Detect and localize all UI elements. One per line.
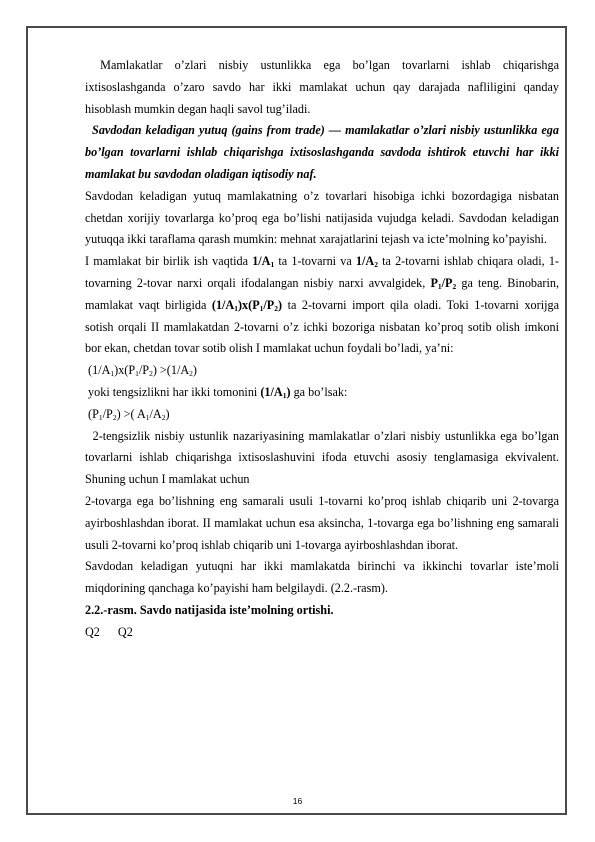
figure-caption: 2.2.-rasm. Savdo natijasida iste’molning ortishi. bbox=[85, 602, 334, 617]
paragraph-5: yoki tengsizlikni har ikki tomonini $(1/A_1)$ ga bo’lsak: bbox=[88, 384, 348, 400]
paragraph-4: I mamlakat bir birlik ish vaqtida $1/A_1$ ta 1-tovarni va $1/A_2$ ta 2-tovarni ishlab chiqara oladi, 1-tovarning 2-tovar narxi orqali ifodalangan nisbiy narxi avvalgidek, $P_1/P_2$ ga teng. Binobarin, mamlakat vaqt birligida $(1/A_1)x(P_1/P_2)$ ta 2-tovarni import qila oladi. Toki 1-tovarni xorijga sotish orqali II mamlakatdan 2-tovarni o’z ichki bozoriga nisbatan ko’proq sotib olish imkoni bor ekan, chetdan tovar sotib olish I mamlakat uchun foydali bo’ladi, ya’ni: bbox=[85, 254, 559, 356]
axis-label-left: Q2 bbox=[85, 624, 100, 639]
paragraph-6: 2-tengsizlik nisbiy ustunlik nazariyasining mamlakatlar o’zlari nisbiy ustunlikka ega bo’lgan tovarlarni ishlab chiqarishga ixtisoslashuvini ifoda etuvchi asosiy tenglamasiga ekvivalent. Shuning uchun I mamlakat uchun bbox=[85, 428, 559, 487]
paragraph-7: 2-tovarga ega bo’lishning eng samarali usuli 1-tovarni ko’proq ishlab chiqarib uni 2-tovarga ayirboshlashdan iborat. II mamlakat uchun esa aksincha, 1-tovarga ega bo’lishning eng samarali usuli 2-tovarni ko’proq ishlab chiqarib uni 1-tovarga ayirboshlashdan iborat. bbox=[85, 493, 559, 552]
page-number: 16 bbox=[292, 796, 303, 806]
formula-1: $(1/A_1)x(P_1/P_2) >(1/A_2)$ bbox=[88, 363, 197, 379]
axis-labels-row bbox=[85, 622, 559, 644]
definition-paragraph: Savdodan keladigan yutuq (gains from trade) — mamlakatlar o’zlari nisbiy ustunlikka ega bo’lgan tovarlarni ishlab chiqarishga ixtisoslashganda savdoda ishtirok etuvchi har ikki mamlakat bu savdodan oladigan iqtisodiy naf. bbox=[85, 123, 559, 181]
formula-2: $(P_1/P_2)$ >( $A_1/A_2$) bbox=[88, 406, 170, 422]
axis-label-right: Q2 bbox=[117, 624, 133, 639]
paragraph-1: Mamlakatlar o’zlari nisbiy ustunlikka ega bo’lgan tovarlarni ishlab chiqarishga ixtisoslashganda o’zaro savdo har ikki mamlakat uchun qay darajada nafliligini qanday hisoblash mumkin degan haqli savol tug’iladi. bbox=[85, 58, 559, 116]
page-content bbox=[85, 55, 559, 644]
paragraph-8: Savdodan keladigan yutuqni har ikki mamlakatda birinchi va ikkinchi tovarlar iste’moli miqdorining qanchaga ko’payishi ham belgilaydi. (2.2.-rasm). bbox=[85, 559, 559, 596]
paragraph-3: Savdodan keladigan yutuq mamlakatning o’z tovarlari hisobiga ichki bozordagiga nisbatan chetdan xorijiy tovarlarga ko’proq ega bo’lishi natijasida vujudga keladi. Savdodan keladigan yutuqqa ikki taraflama qarash mumkin: mehnat xarajatlarini tejash va icte’molning ko’payishi. bbox=[85, 188, 559, 247]
